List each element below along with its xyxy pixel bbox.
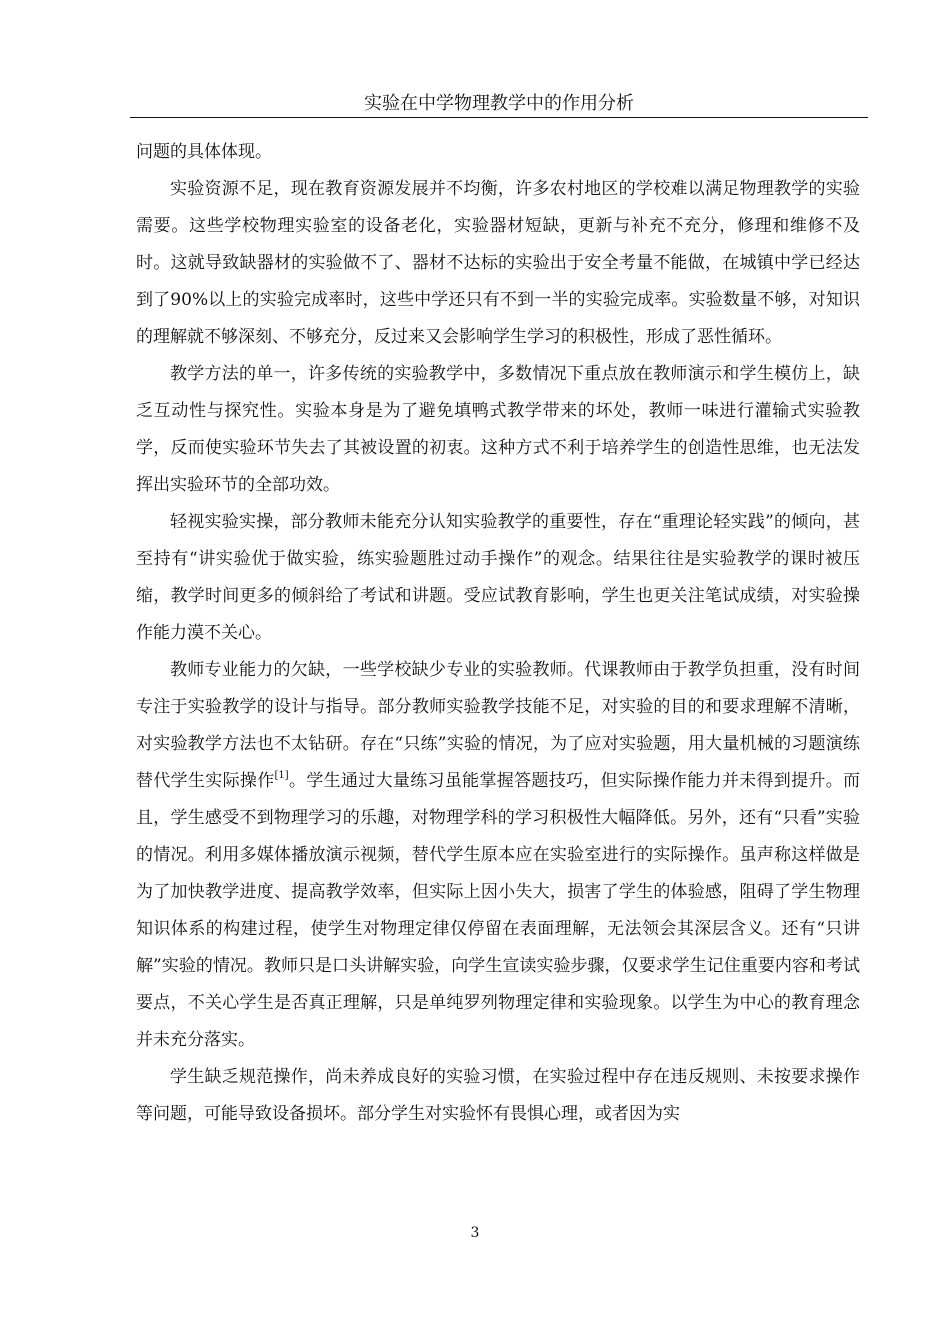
body-text xyxy=(136,134,860,1133)
header-divider xyxy=(130,117,868,118)
paragraph xyxy=(136,171,860,356)
paragraph-text: 轻视实验实操，部分教师未能充分认知实验教学的重要性，存在“重理论轻实践”的倾向，甚至持有“讲实验优于做实验，练实验题胜过动手操作”的观念。结果往往是实验教学的课时被压缩，教学时间更多的倾斜给了考试和讲题。受应试教育影响，学生也更关注笔试成绩，对实验操作能力漠不关心。 xyxy=(136,512,860,643)
paragraph-text: 。学生通过大量练习虽能掌握答题技巧，但实际操作能力并未得到提升。而且，学生感受不到物理学习的乐趣，对物理学科的学习积极性大幅降低。另外，还有“只看”实验的情况。利用多媒体播放演示视频，替代学生原本应在实验室进行的实际操作。虽声称这样做是为了加快教学进度、提高教学效率，但实际上因小失大，损害了学生的体验感，阻碍了学生物理知识体系的构建过程，使学生对物理定律仅停留在表面理解，无法领会其深层含义。还有“只讲解”实验的情况。教师只是口头讲解实验，向学生宣读实验步骤，仅要求学生记住重要内容和考试要点，不关心学生是否真正理解，只是单纯罗列物理定律和实验现象。以学生为中心的教育理念并未充分落实。 xyxy=(136,771,861,1050)
paragraph xyxy=(136,356,860,504)
paragraph xyxy=(136,134,860,171)
citation-marker: [1] xyxy=(274,770,289,781)
paragraph-text: 问题的具体体现。 xyxy=(136,142,272,162)
paragraph-text: 教学方法的单一，许多传统的实验教学中，多数情况下重点放在教师演示和学生模仿上，缺乏互动性与探究性。实验本身是为了避免填鸭式教学带来的坏处，教师一味进行灌输式实验教学，反而使实验环节失去了其被设置的初衷。这种方式不利于培养学生的创造性思维，也无法发挥出实验环节的全部功效。 xyxy=(136,364,860,495)
paragraph xyxy=(136,504,860,652)
page-number: 3 xyxy=(470,1225,480,1241)
paragraph xyxy=(136,652,860,1059)
paragraph-text: 学生缺乏规范操作，尚未养成良好的实验习惯，在实验过程中存在违反规则、未按要求操作等问题，可能导致设备损坏。部分学生对实验怀有畏惧心理，或者因为实 xyxy=(136,1067,860,1124)
paragraph-text: 实验资源不足，现在教育资源发展并不均衡，许多农村地区的学校难以满足物理教学的实验需要。这些学校物理实验室的设备老化，实验器材短缺，更新与补充不充分，修理和维修不及时。这就导致缺器材的实验做不了、器材不达标的实验出于安全考量不能做，在城镇中学已经达到了90%以上的实验完成率时，这些中学还只有不到一半的实验完成率。实验数量不够，对知识的理解就不够深刻、不够充分，反过来又会影响学生学习的积极性，形成了恶性循环。 xyxy=(136,179,860,347)
running-header-title: 实验在中学物理教学中的作用分析 xyxy=(364,93,634,114)
paragraph-text: 教师专业能力的欠缺，一些学校缺少专业的实验教师。代课教师由于教学负担重，没有时间专注于实验教学的设计与指导。部分教师实验教学技能不足，对实验的目的和要求理解不清晰，对实验教学方法也不太钻研。存在“只练”实验的情况，为了应对实验题，用大量机械的习题演练替代学生实际操作 xyxy=(136,660,860,791)
paragraph xyxy=(136,1059,860,1133)
